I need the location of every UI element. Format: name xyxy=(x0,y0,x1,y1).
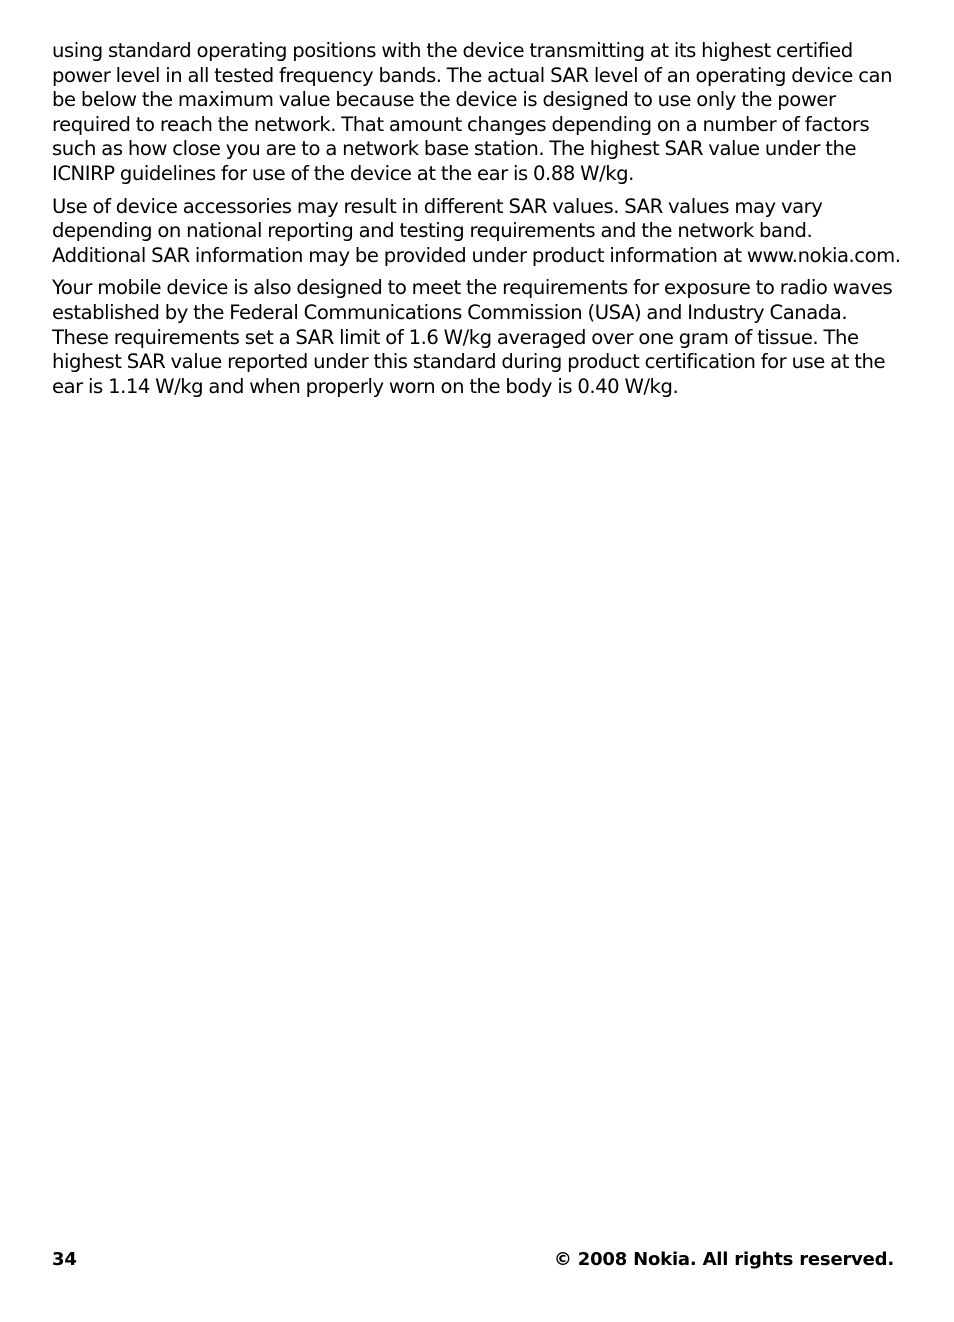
sar-measurement-paragraph: using standard operating positions with the device transmitting at its highest certified power level in all tested frequency bands. The actual SAR level of an operating device can be below the maximum value because the device is designed to use only the power required to reach the network. That amount changes depending on a number of factors such as how close you are to a network base station. The highest SAR value under the ICNIRP guidelines for use of the device at the ear is 0.88 W/kg. xyxy=(52,39,893,185)
accessories-sar-paragraph: Use of device accessories may result in different SAR values. SAR values may vary depending on national reporting and testing requirements and the network band. Additional SAR information may be provided under product information at www.nokia.com. xyxy=(52,194,901,267)
fcc-sar-paragraph: Your mobile device is also designed to meet the requirements for exposure to radio waves established by the Federal Communications Commission (USA) and Industry Canada. These requirements set a SAR limit of 1.6 W/kg averaged over one gram of tissue. The highest SAR value reported under this standard during product certification for use at the ear is 1.14 W/kg and when properly worn on the body is 0.40 W/kg. xyxy=(52,276,893,398)
page-footer xyxy=(52,1248,894,1272)
copyright-notice: © 2008 Nokia. All rights reserved. xyxy=(553,1249,894,1270)
page-body xyxy=(52,39,902,407)
page-number: 34 xyxy=(52,1249,77,1270)
